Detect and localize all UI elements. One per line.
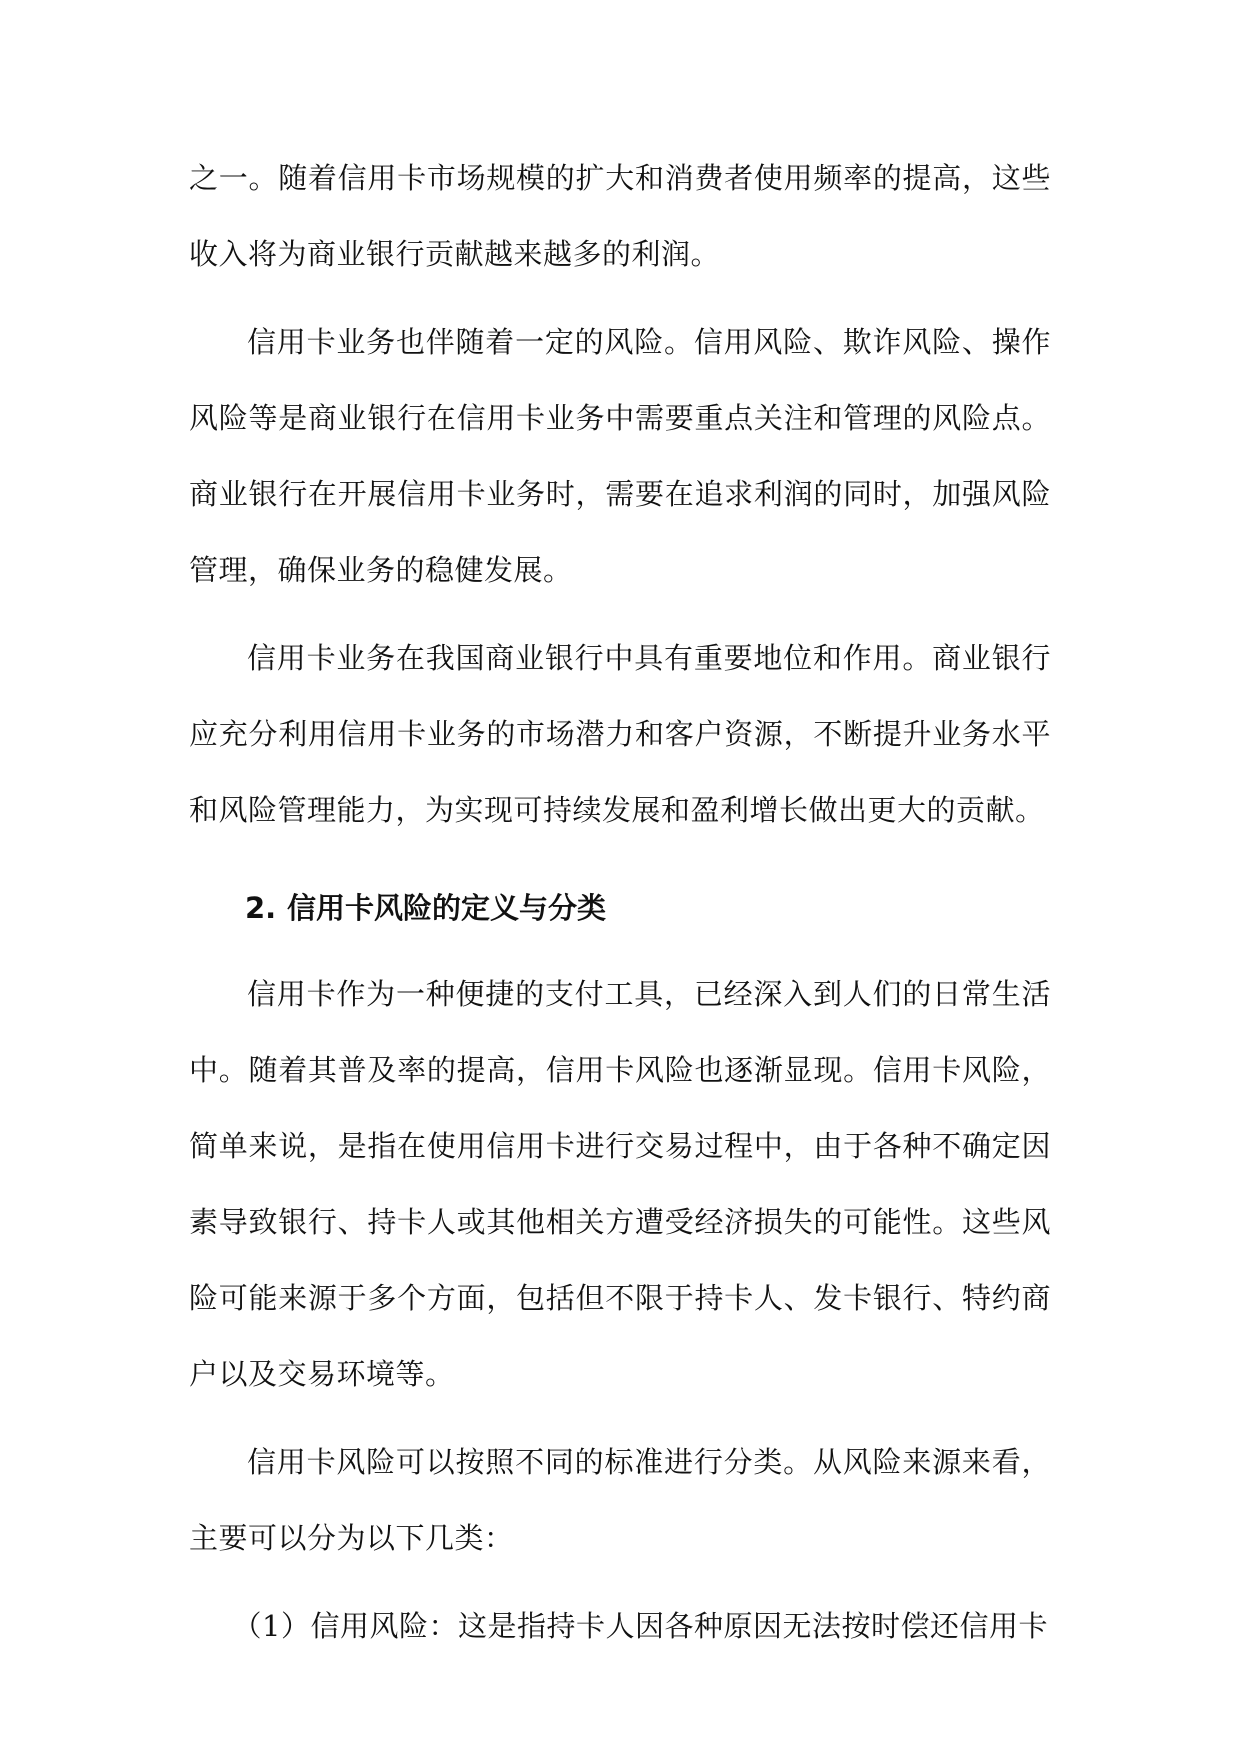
paragraph-classification: 信用卡风险可以按照不同的标准进行分类。从风险来源来看，主要可以分为以下几类： [189, 1445, 1051, 1555]
section-number: 2. [245, 891, 277, 925]
section-heading [189, 870, 1051, 946]
paragraph-risk-overview: 信用卡业务也伴随着一定的风险。信用风险、欺诈风险、操作风险等是商业银行在信用卡业务中需要重点关注和管理的风险点。商业银行在开展信用卡业务时，需要在追求利润的同时，加强风险管理，确保业务的稳健发展。 [189, 325, 1051, 587]
list-item-credit-risk: （1）信用风险：这是指持卡人因各种原因无法按时偿还信用卡 [232, 1609, 1048, 1643]
paragraph-importance: 信用卡业务在我国商业银行中具有重要地位和作用。商业银行应充分利用信用卡业务的市场潜力和客户资源，不断提升业务水平和风险管理能力，为实现可持续发展和盈利增长做出更大的贡献。 [189, 641, 1051, 827]
paragraph-definition: 信用卡作为一种便捷的支付工具，已经深入到人们的日常生活中。随着其普及率的提高，信用卡风险也逐渐显现。信用卡风险，简单来说，是指在使用信用卡进行交易过程中，由于各种不确定因素导致银行、持卡人或其他相关方遭受经济损失的可能性。这些风险可能来源于多个方面，包括但不限于持卡人、发卡银行、特约商户以及交易环境等。 [189, 977, 1051, 1391]
document-body [189, 140, 1051, 1676]
section-title: 信用卡风险的定义与分类 [287, 891, 607, 925]
paragraph-continuation: 之一。随着信用卡市场规模的扩大和消费者使用频率的提高，这些收入将为商业银行贡献越来越多的利润。 [189, 161, 1051, 271]
